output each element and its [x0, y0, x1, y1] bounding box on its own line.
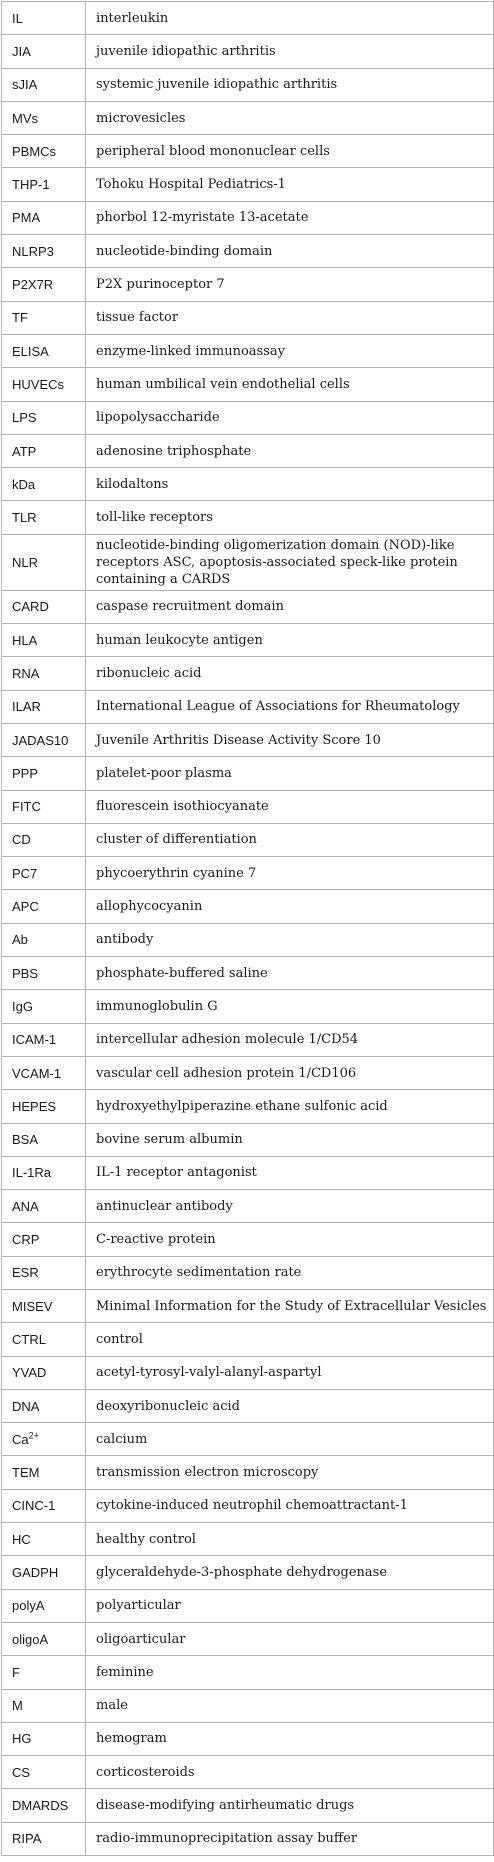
table-row: [2, 1090, 494, 1123]
abbreviation-text: TLR: [12, 510, 37, 526]
abbreviation-cell: [2, 1789, 86, 1822]
table-row: [2, 1190, 494, 1223]
abbreviation-text: NLR: [12, 554, 39, 570]
definition-cell: [86, 1689, 494, 1722]
abbreviation-cell: [2, 1123, 86, 1156]
definition-cell: [86, 368, 494, 401]
abbreviation-text: IL-1Ra: [12, 1165, 52, 1181]
definition-cell: [86, 1190, 494, 1223]
definition-text: polyarticular: [96, 1598, 181, 1614]
table-row: [2, 1523, 494, 1556]
abbreviation-text: MISEV: [12, 1298, 53, 1314]
abbreviation-cell: [2, 890, 86, 923]
abbreviation-cell: [2, 1223, 86, 1256]
definition-cell: [86, 1489, 494, 1522]
definition-cell: [86, 1523, 494, 1556]
table-row: [2, 2, 494, 35]
abbreviation-text: LPS: [12, 410, 37, 426]
definition-cell: [86, 1056, 494, 1089]
abbreviation-text: ESR: [12, 1265, 39, 1281]
definition-cell: [86, 1456, 494, 1489]
definition-cell: [86, 1556, 494, 1589]
table-row: [2, 990, 494, 1023]
abbreviation-text: TEM: [12, 1465, 40, 1481]
table-row: [2, 1423, 494, 1456]
table-row: [2, 790, 494, 823]
definition-text: oligoarticular: [96, 1631, 186, 1647]
definition-cell: [86, 1389, 494, 1422]
table-row: [2, 1489, 494, 1522]
abbreviation-cell: [2, 2, 86, 35]
definition-text: caspase recruitment domain: [96, 599, 284, 615]
abbreviations-table-body: [2, 2, 494, 1856]
definition-cell: [86, 1256, 494, 1289]
definition-cell: [86, 135, 494, 168]
table-row: [2, 534, 494, 590]
definition-text: cluster of differentiation: [96, 832, 257, 848]
definition-text: transmission electron microscopy: [96, 1465, 319, 1481]
definition-text: deoxyribonucleic acid: [96, 1398, 240, 1414]
table-row: [2, 1556, 494, 1589]
definition-text: corticosteroids: [96, 1764, 195, 1780]
abbreviation-cell: [2, 434, 86, 467]
definition-text: enzyme-linked immunoassay: [96, 343, 285, 359]
definition-text: phosphate-buffered saline: [96, 965, 268, 981]
definition-text: acetyl-tyrosyl-valyl-alanyl-aspartyl: [96, 1365, 322, 1381]
abbreviation-cell: [2, 624, 86, 657]
definition-cell: [86, 101, 494, 134]
definition-text: phycoerythrin cyanine 7: [96, 865, 257, 881]
abbreviation-text: CS: [12, 1764, 31, 1780]
table-row: [2, 268, 494, 301]
table-row: [2, 368, 494, 401]
abbreviation-text: THP-1: [12, 177, 50, 193]
abbreviation-cell: [2, 201, 86, 234]
definition-text: male: [96, 1698, 128, 1714]
definition-cell: [86, 823, 494, 856]
definition-cell: [86, 2, 494, 35]
definition-cell: [86, 1789, 494, 1822]
abbreviation-cell: [2, 690, 86, 723]
definition-cell: [86, 723, 494, 756]
definition-cell: [86, 757, 494, 790]
abbreviation-text: HUVECs: [12, 376, 65, 392]
definition-cell: [86, 168, 494, 201]
abbreviation-cell: [2, 1622, 86, 1655]
definition-cell: [86, 690, 494, 723]
abbreviation-cell: [2, 723, 86, 756]
definition-cell: [86, 590, 494, 623]
definition-text: toll-like receptors: [96, 510, 213, 526]
definition-cell: [86, 1289, 494, 1322]
definition-cell: [86, 857, 494, 890]
definition-cell: [86, 890, 494, 923]
abbreviation-text: NLRP3: [12, 243, 54, 259]
table-row: [2, 923, 494, 956]
abbreviations-table: [1, 1, 494, 1856]
definition-text: Minimal Information for the Study of Extracellular Vesicles: [96, 1298, 487, 1314]
definition-cell: [86, 235, 494, 268]
abbreviation-cell: [2, 1156, 86, 1189]
abbreviation-text: HLA: [12, 632, 38, 648]
definition-cell: [86, 1123, 494, 1156]
table-row: [2, 1789, 494, 1822]
definition-cell: [86, 657, 494, 690]
abbreviation-text: HEPES: [12, 1098, 57, 1114]
definition-text: vascular cell adhesion protein 1/CD106: [96, 1065, 357, 1081]
abbreviation-cell: [2, 1722, 86, 1755]
definition-text: adenosine triphosphate: [96, 443, 252, 459]
definition-text: allophycocyanin: [96, 899, 203, 915]
table-row: [2, 1822, 494, 1855]
abbreviation-cell: [2, 590, 86, 623]
definition-text: systemic juvenile idiopathic arthritis: [96, 77, 338, 93]
abbreviation-cell: [2, 334, 86, 367]
definition-cell: [86, 1090, 494, 1123]
abbreviation-cell: [2, 657, 86, 690]
abbreviation-cell: [2, 1323, 86, 1356]
abbreviation-text: TF: [12, 310, 28, 326]
abbreviation-text: IL: [12, 10, 23, 26]
table-row: [2, 468, 494, 501]
definition-text: phorbol 12-myristate 13-acetate: [96, 210, 309, 226]
table-row: [2, 501, 494, 534]
table-row: [2, 401, 494, 434]
table-row: [2, 723, 494, 756]
abbreviation-text: GADPH: [12, 1565, 59, 1580]
table-row: [2, 590, 494, 623]
abbreviation-cell: [2, 1489, 86, 1522]
abbreviation-text: ELISA: [12, 343, 49, 359]
abbreviation-cell: [2, 468, 86, 501]
abbreviation-cell: [2, 957, 86, 990]
abbreviation-cell: [2, 168, 86, 201]
definition-text: control: [96, 1331, 143, 1347]
definition-text: kilodaltons: [96, 476, 169, 492]
definition-text: immunoglobulin G: [96, 998, 218, 1014]
table-row: [2, 890, 494, 923]
definition-cell: [86, 624, 494, 657]
definition-cell: [86, 990, 494, 1023]
definition-cell: [86, 68, 494, 101]
definition-text: radio-immunoprecipitation assay buffer: [96, 1831, 358, 1847]
abbreviation-text: ILAR: [12, 699, 41, 715]
abbreviation-text: HC: [12, 1531, 31, 1547]
abbreviation-text: IgG: [12, 998, 33, 1014]
abbreviation-text: JADAS10: [12, 732, 69, 748]
table-row: [2, 101, 494, 134]
abbreviation-text: YVAD: [12, 1365, 47, 1381]
abbreviation-text: ANA: [12, 1198, 39, 1214]
definition-cell: [86, 1356, 494, 1389]
abbreviation-text: Ab: [12, 932, 28, 948]
abbreviation-cell: [2, 1289, 86, 1322]
definition-text: P2X purinoceptor 7: [96, 277, 225, 293]
abbreviation-text: JIA: [12, 43, 31, 59]
abbreviation-text: PMA: [12, 210, 41, 226]
abbreviation-text: RNA: [12, 665, 40, 681]
abbreviation-text: oligoA: [12, 1631, 49, 1647]
abbreviation-cell: [2, 1389, 86, 1422]
table-row: [2, 624, 494, 657]
definition-text: human umbilical vein endothelial cells: [96, 376, 350, 392]
definition-text: platelet-poor plasma: [96, 765, 232, 781]
abbreviation-text: FITC: [12, 799, 41, 815]
abbreviation-superscript: 2+: [28, 1430, 39, 1441]
abbreviation-text: CINC-1: [12, 1498, 56, 1514]
table-row: [2, 1689, 494, 1722]
table-row: [2, 135, 494, 168]
definition-text: feminine: [96, 1664, 154, 1680]
definition-cell: [86, 268, 494, 301]
definition-cell: [86, 1822, 494, 1855]
definition-text: Tohoku Hospital Pediatrics-1: [96, 177, 286, 193]
table-row: [2, 334, 494, 367]
abbreviation-text: kDa: [12, 476, 36, 492]
definition-text: nucleotide-binding oligomerization domain (NOD)-like receptors ASC, apoptosis-associated speck-like protein containing a CARDS: [96, 537, 458, 587]
abbreviation-text: BSA: [12, 1132, 39, 1148]
abbreviation-cell: [2, 1356, 86, 1389]
abbreviation-text: CRP: [12, 1232, 40, 1248]
definition-text: ribonucleic acid: [96, 665, 202, 681]
abbreviation-cell: [2, 1556, 86, 1589]
abbreviation-cell: [2, 823, 86, 856]
definition-text: microvesicles: [96, 110, 186, 126]
table-row: [2, 1156, 494, 1189]
definition-text: calcium: [96, 1431, 148, 1447]
abbreviation-cell: [2, 35, 86, 68]
definition-text: lipopolysaccharide: [96, 410, 220, 426]
table-row: [2, 757, 494, 790]
table-row: [2, 1622, 494, 1655]
table-row: [2, 1656, 494, 1689]
abbreviation-text: PBMCs: [12, 143, 57, 159]
abbreviation-cell: [2, 790, 86, 823]
abbreviation-cell: [2, 135, 86, 168]
abbreviation-text: ATP: [12, 443, 37, 459]
abbreviation-cell: [2, 757, 86, 790]
table-row: [2, 1256, 494, 1289]
abbreviation-text: PC7: [12, 865, 38, 881]
table-row: [2, 201, 494, 234]
definition-cell: [86, 1622, 494, 1655]
definition-cell: [86, 1589, 494, 1622]
abbreviation-cell: [2, 68, 86, 101]
definition-cell: [86, 923, 494, 956]
abbreviation-cell: [2, 1822, 86, 1855]
definition-cell: [86, 35, 494, 68]
definition-cell: [86, 1023, 494, 1056]
abbreviation-text: PBS: [12, 965, 39, 981]
definition-cell: [86, 534, 494, 590]
abbreviation-cell: [2, 1023, 86, 1056]
definition-text: disease-modifying antirheumatic drugs: [96, 1798, 355, 1814]
abbreviation-text: DNA: [12, 1398, 40, 1414]
table-row: [2, 301, 494, 334]
abbreviation-text: CD: [12, 832, 31, 848]
definition-cell: [86, 1756, 494, 1789]
abbreviation-cell: [2, 1756, 86, 1789]
definition-cell: [86, 1223, 494, 1256]
definition-cell: [86, 401, 494, 434]
abbreviation-text: M: [12, 1698, 23, 1714]
abbreviation-text: Ca: [12, 1431, 29, 1447]
definition-text: antinuclear antibody: [96, 1198, 233, 1214]
definition-text: glyceraldehyde-3-phosphate dehydrogenase: [96, 1565, 388, 1580]
definition-text: Juvenile Arthritis Disease Activity Score 10: [96, 732, 381, 748]
abbreviation-text: P2X7R: [12, 277, 54, 293]
definition-cell: [86, 1323, 494, 1356]
table-row: [2, 1589, 494, 1622]
definition-text: hemogram: [96, 1731, 167, 1747]
table-row: [2, 857, 494, 890]
table-row: [2, 657, 494, 690]
abbreviation-cell: [2, 857, 86, 890]
abbreviation-cell: [2, 1456, 86, 1489]
abbreviation-text: F: [12, 1664, 20, 1680]
abbreviation-cell: [2, 301, 86, 334]
definition-cell: [86, 1156, 494, 1189]
definition-cell: [86, 468, 494, 501]
definition-text: fluorescein isothiocyanate: [96, 799, 269, 815]
table-row: [2, 690, 494, 723]
abbreviation-cell: [2, 990, 86, 1023]
definition-text: erythrocyte sedimentation rate: [96, 1265, 302, 1281]
abbreviation-cell: [2, 368, 86, 401]
abbreviation-text: ICAM-1: [12, 1032, 57, 1048]
definition-cell: [86, 1722, 494, 1755]
table-row: [2, 1756, 494, 1789]
abbreviation-text: MVs: [12, 110, 38, 126]
definition-text: cytokine-induced neutrophil chemoattractant-1: [96, 1498, 408, 1514]
abbreviation-cell: [2, 1423, 86, 1456]
table-row: [2, 1323, 494, 1356]
definition-cell: [86, 790, 494, 823]
definition-text: interleukin: [96, 10, 169, 26]
definition-text: IL-1 receptor antagonist: [96, 1165, 257, 1181]
abbreviation-cell: [2, 1656, 86, 1689]
abbreviation-cell: [2, 1090, 86, 1123]
definition-cell: [86, 1423, 494, 1456]
definition-text: healthy control: [96, 1531, 196, 1547]
abbreviation-cell: [2, 1190, 86, 1223]
table-row: [2, 1223, 494, 1256]
abbreviation-text: PPP: [12, 765, 39, 781]
definition-cell: [86, 501, 494, 534]
definition-text: juvenile idiopathic arthritis: [96, 43, 276, 59]
definition-cell: [86, 957, 494, 990]
abbreviation-text: polyA: [12, 1598, 45, 1614]
abbreviation-text: DMARDS: [12, 1798, 69, 1814]
abbreviation-text: CARD: [12, 599, 49, 615]
abbreviation-text: HG: [12, 1731, 32, 1747]
abbreviation-text: APC: [12, 899, 39, 915]
abbreviation-cell: [2, 401, 86, 434]
abbreviation-cell: [2, 501, 86, 534]
abbreviation-text: VCAM-1: [12, 1065, 62, 1081]
abbreviation-cell: [2, 235, 86, 268]
definition-text: human leukocyte antigen: [96, 632, 263, 648]
abbreviation-cell: [2, 923, 86, 956]
abbreviation-text: CTRL: [12, 1331, 46, 1347]
table-row: [2, 235, 494, 268]
definition-text: International League of Associations for Rheumatology: [96, 699, 460, 715]
definition-text: C-reactive protein: [96, 1232, 216, 1248]
table-row: [2, 1722, 494, 1755]
definition-text: bovine serum albumin: [96, 1132, 243, 1148]
abbreviation-text: RIPA: [12, 1831, 42, 1847]
table-row: [2, 1023, 494, 1056]
table-row: [2, 35, 494, 68]
table-row: [2, 68, 494, 101]
definition-text: antibody: [96, 932, 154, 948]
abbreviation-cell: [2, 101, 86, 134]
definition-text: intercellular adhesion molecule 1/CD54: [96, 1032, 359, 1048]
definition-text: hydroxyethylpiperazine ethane sulfonic acid: [96, 1098, 388, 1114]
definition-text: peripheral blood mononuclear cells: [96, 143, 330, 159]
definition-text: tissue factor: [96, 310, 179, 326]
abbreviation-cell: [2, 1056, 86, 1089]
abbreviation-text: sJIA: [12, 77, 38, 93]
abbreviation-cell: [2, 268, 86, 301]
abbreviation-cell: [2, 1256, 86, 1289]
table-row: [2, 1389, 494, 1422]
definition-text: nucleotide-binding domain: [96, 243, 273, 259]
abbreviation-cell: [2, 1689, 86, 1722]
table-row: [2, 1289, 494, 1322]
table-row: [2, 957, 494, 990]
table-row: [2, 434, 494, 467]
table-row: [2, 1056, 494, 1089]
abbreviation-cell: [2, 534, 86, 590]
table-row: [2, 1456, 494, 1489]
definition-cell: [86, 334, 494, 367]
definition-cell: [86, 434, 494, 467]
table-row: [2, 1123, 494, 1156]
definition-cell: [86, 201, 494, 234]
table-row: [2, 823, 494, 856]
abbreviation-cell: [2, 1589, 86, 1622]
table-row: [2, 1356, 494, 1389]
definition-cell: [86, 1656, 494, 1689]
abbreviation-cell: [2, 1523, 86, 1556]
table-row: [2, 168, 494, 201]
definition-cell: [86, 301, 494, 334]
